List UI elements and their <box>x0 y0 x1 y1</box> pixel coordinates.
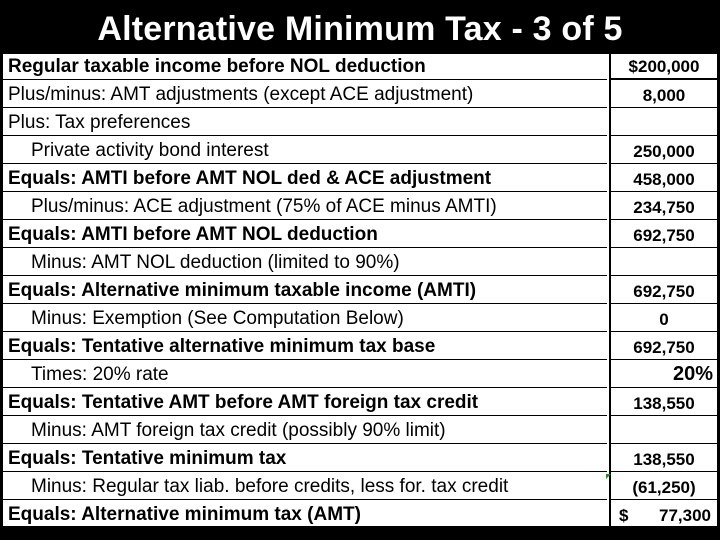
row-value: 458,000 <box>609 164 717 192</box>
table-row <box>3 192 717 220</box>
row-value: 20% <box>609 360 717 388</box>
table-row <box>3 220 717 248</box>
row-value: (61,250) <box>609 472 717 500</box>
row-label: Plus/minus: ACE adjustment (75% of ACE minus AMTI) <box>3 192 607 220</box>
row-label: Plus/minus: AMT adjustments (except ACE adjustment) <box>3 80 607 108</box>
row-value: 692,750 <box>609 276 717 304</box>
row-value: 8,000 <box>609 80 717 108</box>
row-label: Equals: Alternative minimum taxable income (AMTI) <box>3 276 607 304</box>
row-label: Equals: AMTI before AMT NOL deduction <box>3 220 607 248</box>
row-value: 692,750 <box>609 220 717 248</box>
row-value: $200,000 <box>609 54 717 80</box>
slide-title: Alternative Minimum Tax - 3 of 5 <box>97 10 623 48</box>
row-value <box>609 500 717 528</box>
row-value <box>609 416 717 444</box>
table-row <box>3 54 717 80</box>
row-label: Equals: AMTI before AMT NOL ded & ACE adjustment <box>3 164 607 192</box>
cell-comment-marker <box>606 474 611 479</box>
row-label: Minus: Exemption (See Computation Below) <box>3 304 607 332</box>
row-label: Minus: AMT NOL deduction (limited to 90%) <box>3 248 607 276</box>
row-value <box>609 248 717 276</box>
table-row <box>3 164 717 192</box>
table-row <box>3 80 717 108</box>
row-value: 138,550 <box>609 444 717 472</box>
row-label: Regular taxable income before NOL deduction <box>3 54 607 80</box>
row-value: 234,750 <box>609 192 717 220</box>
row-value: 0 <box>609 304 717 332</box>
table-row <box>3 332 717 360</box>
row-label: Private activity bond interest <box>3 136 607 164</box>
table-row <box>3 304 717 332</box>
row-label: Minus: Regular tax liab. before credits, less for. tax credit <box>3 472 607 500</box>
table-row <box>3 108 717 136</box>
table-row <box>3 136 717 164</box>
currency-symbol: $ <box>619 506 629 525</box>
row-label: Equals: Tentative AMT before AMT foreign tax credit <box>3 388 607 416</box>
row-value: 138,550 <box>609 388 717 416</box>
amount: 77,300 <box>659 506 711 525</box>
amt-computation-table <box>3 54 717 528</box>
table-row <box>3 444 717 472</box>
table-row <box>3 276 717 304</box>
table-row <box>3 388 717 416</box>
row-label: Equals: Tentative alternative minimum tax base <box>3 332 607 360</box>
row-label: Minus: AMT foreign tax credit (possibly 90% limit) <box>3 416 607 444</box>
row-value: 250,000 <box>609 136 717 164</box>
table-row <box>3 248 717 276</box>
table-bottom-rule <box>3 526 717 528</box>
table-row <box>3 500 717 528</box>
row-value: 692,750 <box>609 332 717 360</box>
table-row <box>3 360 717 388</box>
row-label: Plus: Tax preferences <box>3 108 607 136</box>
table-row <box>3 416 717 444</box>
row-value <box>609 108 717 136</box>
row-label: Equals: Tentative minimum tax <box>3 444 607 472</box>
row-label: Equals: Alternative minimum tax (AMT) <box>3 500 607 528</box>
row-label: Times: 20% rate <box>3 360 607 388</box>
